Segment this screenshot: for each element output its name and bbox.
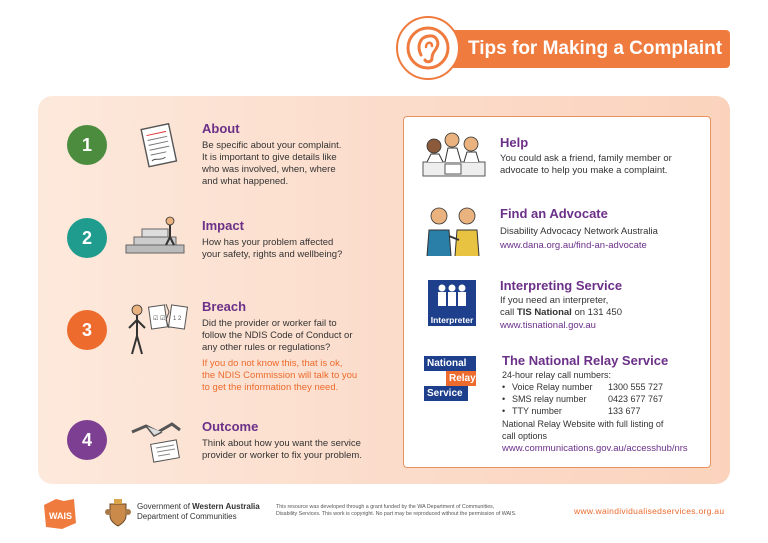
text-line: your safety, rights and wellbeing? xyxy=(202,249,343,260)
text-line: How has your problem affected xyxy=(202,237,334,248)
title-bar xyxy=(440,30,730,68)
text-line: follow the NDIS Code of Conduct or xyxy=(202,330,353,341)
text-line: This resource was developed through a grant funded by the WA Department of Communities, xyxy=(276,504,495,510)
step-4-text xyxy=(202,438,362,462)
step-1-text xyxy=(202,140,341,188)
step-3-note xyxy=(202,358,357,394)
relay-item-label: Voice Relay number xyxy=(512,382,593,392)
text-line: Did the provider or worker fail to xyxy=(202,318,337,329)
step-2-heading: Impact xyxy=(202,218,244,233)
tis-national-label: TIS National xyxy=(516,307,572,318)
relay-item-value: 133 677 xyxy=(608,406,641,416)
svg-text:☑ ☑: ☑ ☑ xyxy=(153,316,166,322)
text-line: Disability Services. This work is copyright. No part may be reproduced without the permission of WAIS. xyxy=(276,511,517,517)
wa-crest-icon xyxy=(104,498,132,528)
text-line: the NDIS Commission will talk to you xyxy=(202,370,358,381)
text-fragment: Western Australia xyxy=(192,502,260,511)
interpreter-people-icon xyxy=(428,280,476,310)
handshake-agreement-icon xyxy=(128,416,184,464)
text-line: If you do not know this, that is ok, xyxy=(202,358,343,369)
step-4-number: 4 xyxy=(67,420,107,460)
step-1-heading: About xyxy=(202,121,240,136)
breach-rules-icon xyxy=(126,300,194,358)
text-line: Department of Communities xyxy=(137,512,237,521)
text-fragment: on 131 450 xyxy=(571,307,622,318)
step-1-number: 1 xyxy=(67,125,107,165)
text-line: Think about how you want the service xyxy=(202,438,361,449)
text-line: provider or worker to fix your problem. xyxy=(202,450,362,461)
text-line: National Relay Website with full listing of xyxy=(502,419,664,429)
ear-icon xyxy=(405,25,451,71)
relay-item-value: 0423 677 767 xyxy=(608,394,664,404)
help-heading: Help xyxy=(500,135,529,150)
people-helping-icon xyxy=(421,128,487,180)
step-3-text xyxy=(202,318,353,354)
list-item xyxy=(502,405,663,417)
interpreting-text xyxy=(500,295,622,319)
bullet: • xyxy=(502,394,506,404)
relay-heading: The National Relay Service xyxy=(502,353,669,368)
footer-website-link[interactable]: www.waindividualisedservices.org.au xyxy=(574,506,725,516)
interpreter-logo-label: Interpreter xyxy=(430,315,474,325)
help-text xyxy=(500,153,672,177)
list-item xyxy=(502,393,663,405)
text-line: to get the information they need. xyxy=(202,382,339,393)
relay-number-list xyxy=(502,381,663,417)
interpreter-logo xyxy=(428,280,476,326)
page-title: Tips for Making a Complaint xyxy=(468,38,723,59)
text-line: call options xyxy=(502,431,548,441)
advocate-people-icon xyxy=(421,204,487,258)
stairs-person-icon xyxy=(122,215,188,257)
step-4-heading: Outcome xyxy=(202,419,259,434)
relay-logo-line: National xyxy=(424,356,476,371)
text-line: who was involved, when, where xyxy=(202,164,336,175)
text-line: You could ask a friend, family member or xyxy=(500,153,672,164)
text-line: any other rules or regulations? xyxy=(202,342,331,353)
relay-logo-line: Relay xyxy=(446,371,476,386)
text-line: Be specific about your complaint. xyxy=(202,140,342,151)
text-line xyxy=(500,307,622,319)
step-3-heading: Breach xyxy=(202,299,247,314)
advocate-link[interactable]: www.dana.org.au/find-an-advocate xyxy=(500,240,647,251)
advocate-heading: Find an Advocate xyxy=(500,206,608,221)
relay-item-label: SMS relay number xyxy=(512,394,587,404)
document-icon xyxy=(135,120,185,172)
step-3-number: 3 xyxy=(67,310,107,350)
text-line xyxy=(137,502,260,512)
svg-text:1 2: 1 2 xyxy=(173,316,182,322)
government-credit xyxy=(137,502,260,522)
relay-intro: 24-hour relay call numbers: xyxy=(502,370,612,380)
bullet: • xyxy=(502,406,506,416)
bullet: • xyxy=(502,382,506,392)
advocate-text: Disability Advocacy Network Australia xyxy=(500,226,658,237)
text-line: and what happened. xyxy=(202,176,289,187)
wais-logo xyxy=(42,497,78,531)
copyright-disclaimer xyxy=(276,504,517,518)
text-fragment: call xyxy=(500,307,517,318)
interpreting-heading: Interpreting Service xyxy=(500,278,623,293)
interpreting-link[interactable]: www.tisnational.gov.au xyxy=(500,320,596,331)
step-2-number: 2 xyxy=(67,218,107,258)
relay-item-label: TTY number xyxy=(512,406,562,416)
ear-logo xyxy=(396,16,460,80)
relay-website-text xyxy=(502,418,663,442)
step-2-text xyxy=(202,237,342,261)
text-line: If you need an interpreter, xyxy=(500,295,609,306)
text-fragment: Government of xyxy=(137,502,193,511)
list-item xyxy=(502,381,663,393)
relay-item-value: 1300 555 727 xyxy=(608,382,664,392)
wais-logo-text: WAIS xyxy=(49,511,73,521)
relay-logo-line: Service xyxy=(424,386,468,401)
relay-logo xyxy=(424,356,480,402)
text-line: It is important to give details like xyxy=(202,152,337,163)
text-line: advocate to help you make a complaint. xyxy=(500,165,668,176)
relay-link[interactable]: www.communications.gov.au/accesshub/nrs xyxy=(502,443,688,454)
